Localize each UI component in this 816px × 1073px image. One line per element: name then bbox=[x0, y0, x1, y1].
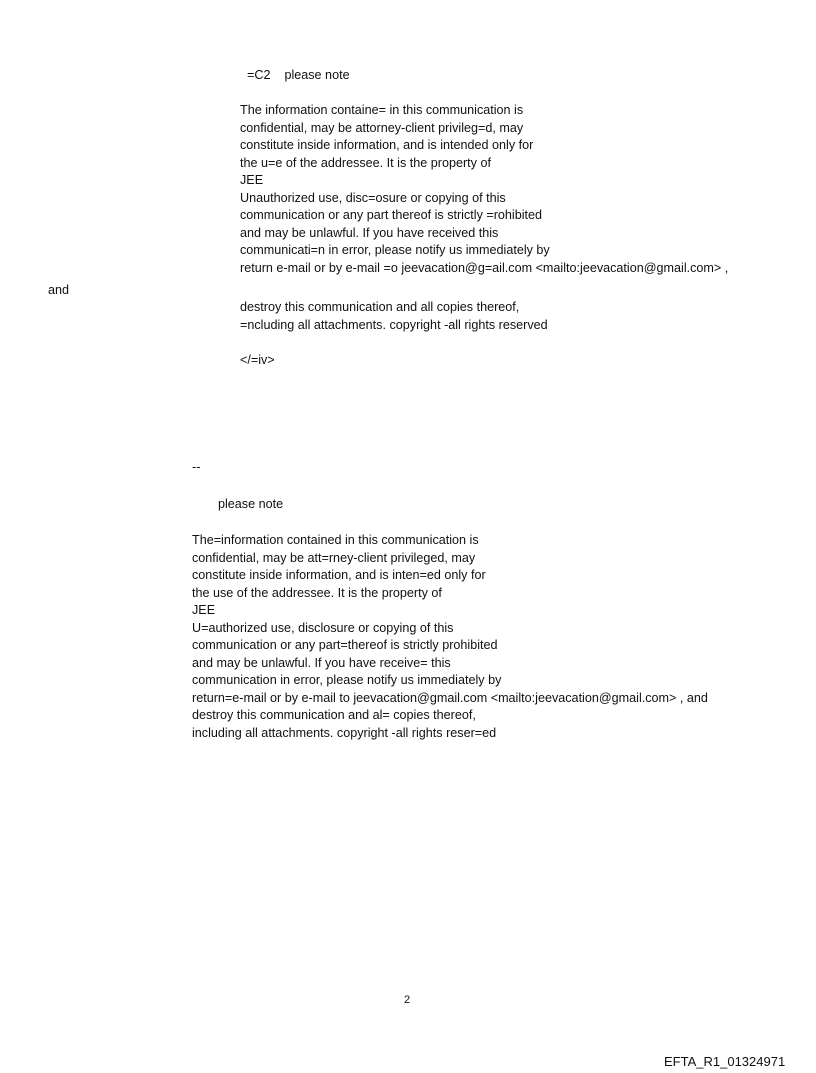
block2-line: return=e-mail or by e-mail to jeevacation@gmail.com <mailto:jeevacation@gmail.com> , and bbox=[192, 690, 708, 705]
block1-line: return e-mail or by e-mail =o jeevacation@g=ail.com <mailto:jeevacation@gmail.com> , bbox=[240, 260, 729, 275]
block2-line: constitute inside information, and is inten=ed only for bbox=[192, 568, 486, 582]
block1-line: constitute inside information, and is intended only for bbox=[240, 138, 534, 152]
block1-line: confidential, may be attorney-client privileg=d, may bbox=[240, 120, 524, 135]
block1-line: JEE bbox=[240, 173, 264, 187]
block2-line: communication in error, please notify us immediately by bbox=[192, 673, 502, 687]
block2-header: please note bbox=[218, 497, 284, 511]
block1-and-word: and bbox=[48, 283, 70, 297]
document-id: EFTA_R1_01324971 bbox=[664, 1054, 786, 1069]
block1-line: destroy this communication and all copies thereof, bbox=[240, 300, 520, 314]
block2-line: JEE bbox=[192, 603, 216, 617]
block2-line: U=authorized use, disclosure or copying of this bbox=[192, 620, 454, 635]
block1-line: and may be unlawful. If you have received this bbox=[240, 225, 499, 240]
block1-line: the u=e of the addressee. It is the property of bbox=[240, 155, 491, 170]
block1-line: =ncluding all attachments. copyright -all rights reserved bbox=[240, 317, 548, 332]
block2-line: the use of the addressee. It is the property of bbox=[192, 585, 442, 600]
block1-line: communication or any part thereof is strictly =rohibited bbox=[240, 208, 543, 222]
block1-closing-tag: </=iv> bbox=[240, 353, 275, 367]
block2-line: destroy this communication and al= copies thereof, bbox=[192, 708, 476, 722]
separator: -- bbox=[192, 460, 201, 474]
block1-header: =C2 please note bbox=[247, 68, 350, 82]
block2-line: including all attachments. copyright -all rights reser=ed bbox=[192, 725, 497, 740]
block2-line: and may be unlawful. If you have receive= this bbox=[192, 655, 451, 670]
block2-line: The=information contained in this communication is bbox=[192, 533, 479, 547]
block2-line: communication or any part=thereof is strictly prohibited bbox=[192, 638, 498, 652]
block1-line: The information containe= in this communication is bbox=[240, 103, 524, 117]
block1-line: Unauthorized use, disc=osure or copying of this bbox=[240, 190, 506, 205]
block1-line: communicati=n in error, please notify us immediately by bbox=[240, 243, 550, 257]
page-number: 2 bbox=[404, 994, 411, 1006]
block2-line: confidential, may be att=rney-client privileged, may bbox=[192, 550, 476, 565]
